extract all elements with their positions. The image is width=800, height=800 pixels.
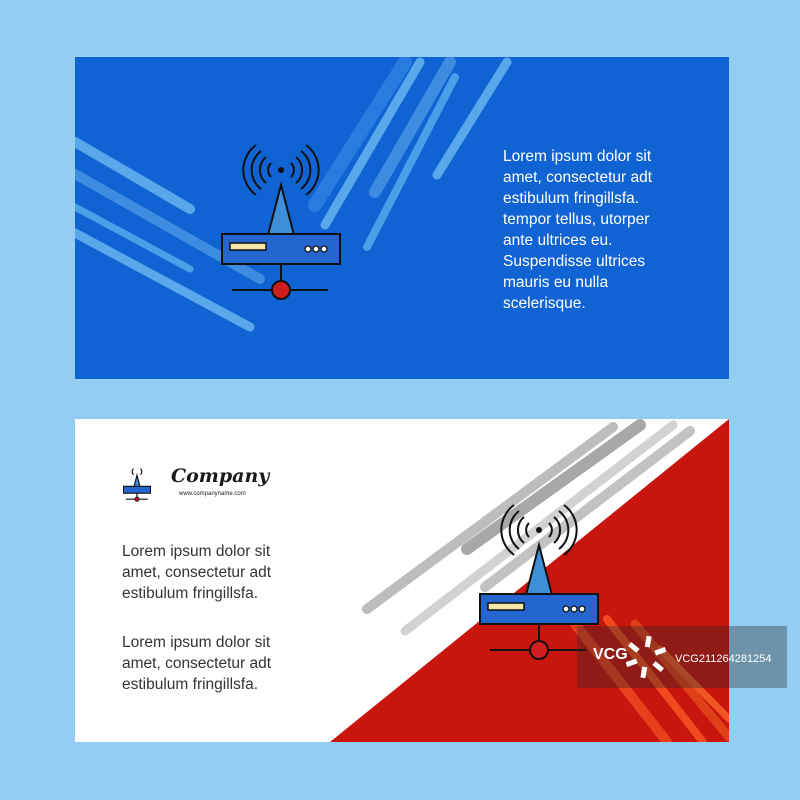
watermark xyxy=(577,626,787,688)
top-banner-text xyxy=(503,146,652,314)
text-line: estibulum fringillsfa. xyxy=(503,190,640,207)
text-line: amet, consectetur adt xyxy=(503,169,653,186)
bottom-paragraph-2 xyxy=(122,632,271,695)
text-line: tempor tellus, utorper xyxy=(503,211,650,228)
router-icon xyxy=(220,137,342,302)
text-line: mauris eu nulla xyxy=(503,274,609,291)
text-line: scelerisque. xyxy=(503,295,586,312)
text-line: Lorem ipsum dolor sit xyxy=(122,634,271,651)
text-line: estibulum fringillsfa. xyxy=(122,676,259,693)
bottom-banner xyxy=(75,419,729,742)
text-line: estibulum fringillsfa. xyxy=(122,585,259,602)
top-banner xyxy=(75,57,729,379)
watermark-brand: VCG xyxy=(593,646,628,663)
vcg-logo-icon xyxy=(626,634,666,680)
text-line: amet, consectetur adt xyxy=(122,564,272,581)
company-name: Company xyxy=(171,465,270,487)
text-line: amet, consectetur adt xyxy=(122,655,272,672)
logo-router-icon xyxy=(123,464,151,502)
company-url: www.companyname.com xyxy=(179,491,246,497)
bottom-paragraph-1 xyxy=(122,541,271,604)
text-line: Lorem ipsum dolor sit xyxy=(122,543,271,560)
text-line: Suspendisse ultrices xyxy=(503,253,646,270)
text-line: Lorem ipsum dolor sit xyxy=(503,148,652,165)
text-line: ante ultrices eu. xyxy=(503,232,613,249)
watermark-id: VCG211264281254 xyxy=(675,653,772,665)
